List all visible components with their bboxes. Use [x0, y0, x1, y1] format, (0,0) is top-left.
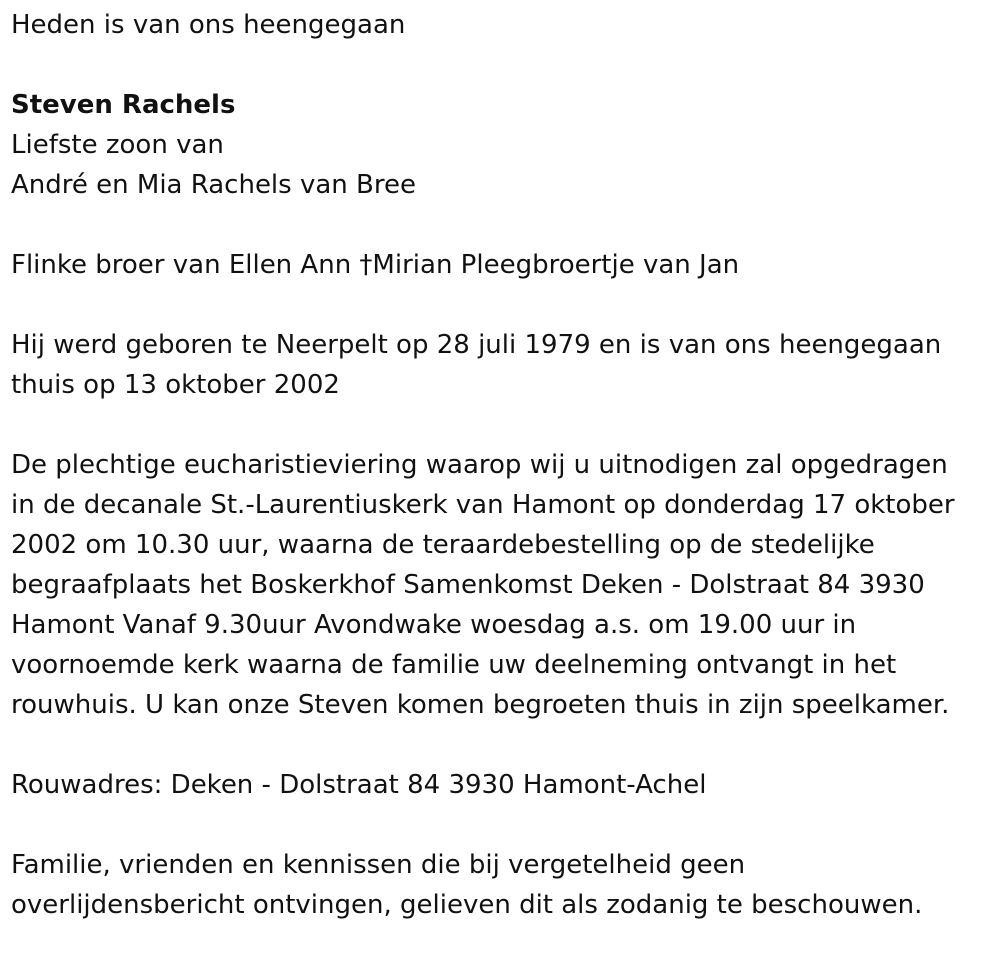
closing-line: overlijdensbericht ontvingen, gelieven dit als zodanig te beschouwen. — [11, 890, 923, 920]
closing-line: Familie, vrienden en kennissen die bij vergetelheid geen — [11, 850, 746, 880]
ceremony-line: in de decanale St.-Laurentiuskerk van Hamont op donderdag 17 oktober — [11, 490, 955, 520]
son-of-label: Liefste zoon van — [11, 130, 224, 160]
deceased-name: Steven Rachels — [11, 90, 236, 120]
spacer — [11, 285, 986, 325]
ceremony-line: De plechtige eucharistieviering waarop wij u uitnodigen zal opgedragen — [11, 450, 948, 480]
spacer — [11, 205, 986, 245]
obituary-text — [11, 5, 986, 925]
spacer — [11, 805, 986, 845]
ceremony-line: 2002 om 10.30 uur, waarna de teraardebestelling op de stedelijke — [11, 530, 875, 560]
birth-death-line: thuis op 13 oktober 2002 — [11, 370, 340, 400]
ceremony-line: Hamont Vanaf 9.30uur Avondwake woesdag a.s. om 19.00 uur in — [11, 610, 857, 640]
address-line: Rouwadres: Deken - Dolstraat 84 3930 Hamont-Achel — [11, 770, 707, 800]
birth-death-line: Hij werd geboren te Neerpelt op 28 juli 1979 en is van ons heengegaan — [11, 330, 942, 360]
siblings-line: Flinke broer van Ellen Ann †Mirian Pleegbroertje van Jan — [11, 250, 740, 280]
spacer — [11, 45, 986, 85]
spacer — [11, 725, 986, 765]
intro-line: Heden is van ons heengegaan — [11, 10, 406, 40]
ceremony-line: rouwhuis. U kan onze Steven komen begroeten thuis in zijn speelkamer. — [11, 690, 950, 720]
ceremony-line: begraafplaats het Boskerkhof Samenkomst Deken - Dolstraat 84 3930 — [11, 570, 925, 600]
ceremony-line: voornoemde kerk waarna de familie uw deelneming ontvangt in het — [11, 650, 897, 680]
spacer — [11, 405, 986, 445]
parents-line: André en Mia Rachels van Bree — [11, 170, 416, 200]
